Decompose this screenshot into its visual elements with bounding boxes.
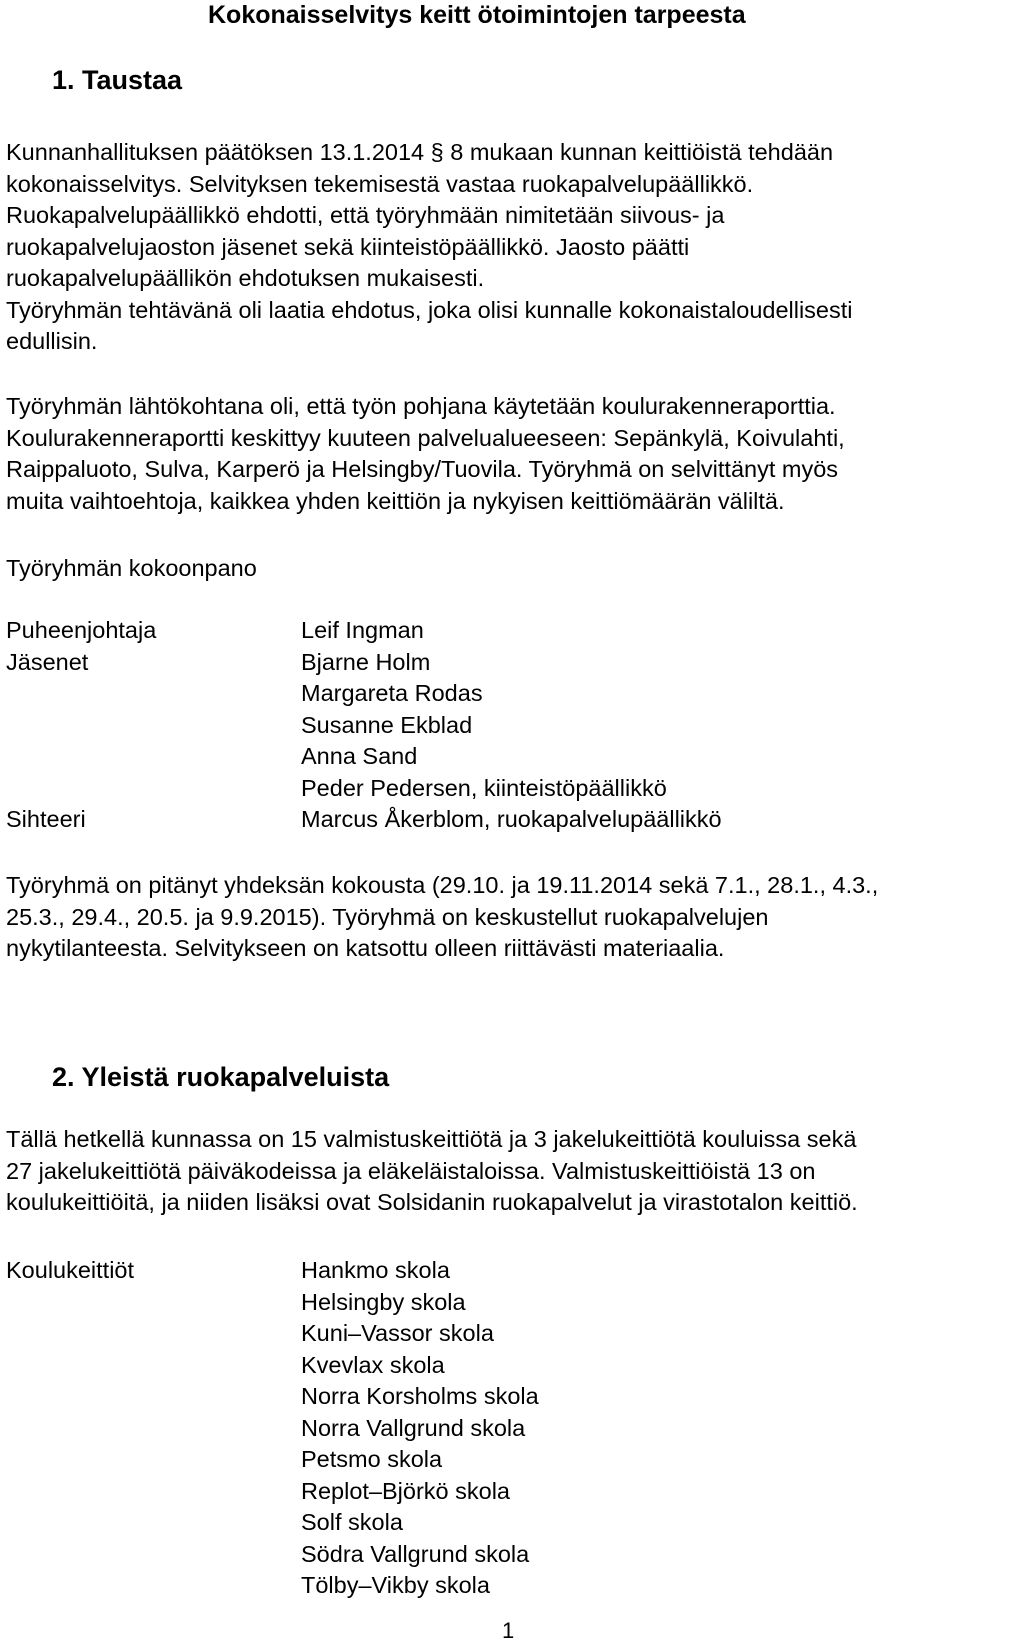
kitchen-name: Helsingby skola xyxy=(301,1288,466,1315)
member-row xyxy=(6,678,1006,710)
member-role: Sihteeri xyxy=(6,806,86,832)
member-name: Leif Ingman xyxy=(301,617,424,643)
list-item xyxy=(6,1413,1006,1445)
kitchen-name: Södra Vallgrund skola xyxy=(301,1540,530,1567)
working-group-title: Työryhmän kokoonpano xyxy=(6,555,257,581)
member-role xyxy=(6,741,301,773)
paragraph-line: nykytilanteesta. Selvitykseen on katsottu olleen riittävästi materiaalia. xyxy=(6,935,725,961)
kitchen-name: Hankmo skola xyxy=(301,1257,450,1283)
paragraph-line: kokonaisselvitys. Selvityksen tekemisestä vastaa ruokapalvelupäällikkö. xyxy=(6,170,754,197)
kitchen-name: Petsmo skola xyxy=(301,1446,443,1472)
member-name: Bjarne Holm xyxy=(301,648,431,675)
list-item xyxy=(6,1476,1006,1508)
working-group-members xyxy=(6,615,1006,836)
kitchens-overview-paragraph xyxy=(6,1124,1021,1219)
paragraph-line: 25.3., 29.4., 20.5. ja 9.9.2015). Työryhmä on keskustellut ruokapalvelujen xyxy=(6,903,769,930)
section-1-heading: 1. Taustaa xyxy=(52,65,183,95)
list-item xyxy=(6,1539,1006,1571)
member-row xyxy=(6,615,1006,647)
list-item xyxy=(6,1318,1006,1350)
meetings-paragraph xyxy=(6,870,1021,965)
paragraph-line: Työryhmä on pitänyt yhdeksän kokousta (29.10. ja 19.11.2014 sekä 7.1., 28.1., 4.3., xyxy=(6,872,879,898)
kitchen-name: Tölby–Vikby skola xyxy=(301,1572,490,1598)
list-item xyxy=(6,1287,1006,1319)
paragraph-line: edullisin. xyxy=(6,328,98,354)
list-item xyxy=(6,1444,1006,1476)
member-role xyxy=(6,710,301,742)
section-2-heading: 2. Yleistä ruokapalveluista xyxy=(52,1062,390,1092)
paragraph-line: Koulurakenneraportti keskittyy kuuteen palvelualueeseen: Sepänkylä, Koivulahti, xyxy=(6,424,845,451)
member-role xyxy=(6,773,301,805)
list-item xyxy=(6,1255,1006,1287)
member-role: Puheenjohtaja xyxy=(6,617,157,643)
member-name: Susanne Ekblad xyxy=(301,711,473,738)
paragraph-line: Työryhmän tehtävänä oli laatia ehdotus, joka olisi kunnalle kokonaistaloudellisesti xyxy=(6,296,853,323)
school-kitchens-label: Koulukeittiöt xyxy=(6,1257,135,1283)
paragraph-line: ruokapalvelupäällikön ehdotuksen mukaisesti. xyxy=(6,265,485,291)
paragraph-line: Ruokapalvelupäällikkö ehdotti, että työryhmään nimitetään siivous- ja xyxy=(6,202,725,228)
member-role xyxy=(6,678,301,710)
starting-point-paragraph xyxy=(6,391,1021,517)
list-item xyxy=(6,1507,1006,1539)
paragraph-line: Raippaluoto, Sulva, Karperö ja Helsingby/Tuovila. Työryhmä on selvittänyt myös xyxy=(6,456,839,482)
page-number: 1 xyxy=(502,1618,515,1643)
paragraph-line: 27 jakelukeittiötä päiväkodeissa ja eläkeläistaloissa. Valmistuskeittiöistä 13 on xyxy=(6,1157,816,1184)
kitchen-name: Norra Korsholms skola xyxy=(301,1383,539,1409)
document-title: Kokonaisselvitys keitt ötoimintojen tarpeesta xyxy=(208,1,746,29)
paragraph-line: koulukeittiöitä, ja niiden lisäksi ovat Solsidanin ruokapalvelut ja virastotalon keittiö. xyxy=(6,1189,858,1215)
member-row xyxy=(6,710,1006,742)
kitchen-name: Kuni–Vassor skola xyxy=(301,1320,494,1346)
list-item xyxy=(6,1570,1006,1602)
paragraph-line: Tällä hetkellä kunnassa on 15 valmistuskeittiötä ja 3 jakelukeittiötä kouluissa sekä xyxy=(6,1126,857,1152)
paragraph-line: Työryhmän lähtökohtana oli, että työn pohjana käytetään koulurakenneraporttia. xyxy=(6,393,836,419)
background-paragraph xyxy=(6,137,1021,358)
member-name: Peder Pedersen, kiinteistöpäällikkö xyxy=(301,774,667,801)
kitchen-name: Solf skola xyxy=(301,1509,403,1535)
member-name: Marcus Åkerblom, ruokapalvelupäällikkö xyxy=(301,806,722,832)
member-row xyxy=(6,773,1006,805)
school-kitchens-list xyxy=(6,1255,1006,1602)
member-role: Jäsenet xyxy=(6,648,89,675)
kitchen-name: Norra Vallgrund skola xyxy=(301,1414,526,1441)
member-row xyxy=(6,741,1006,773)
list-item xyxy=(6,1350,1006,1382)
member-row xyxy=(6,647,1006,679)
paragraph-line: muita vaihtoehtoja, kaikkea yhden keittiön ja nykyisen keittiömäärän väliltä. xyxy=(6,487,785,514)
kitchen-name: Kvevlax skola xyxy=(301,1351,445,1378)
member-name: Anna Sand xyxy=(301,743,418,769)
paragraph-line: ruokapalvelujaoston jäsenet sekä kiinteistöpäällikkö. Jaosto päätti xyxy=(6,233,690,260)
list-item xyxy=(6,1381,1006,1413)
member-name: Margareta Rodas xyxy=(301,680,483,706)
kitchen-name: Replot–Björkö skola xyxy=(301,1477,510,1504)
paragraph-line: Kunnanhallituksen päätöksen 13.1.2014 § 8 mukaan kunnan keittiöistä tehdään xyxy=(6,139,834,165)
member-row xyxy=(6,804,1006,836)
